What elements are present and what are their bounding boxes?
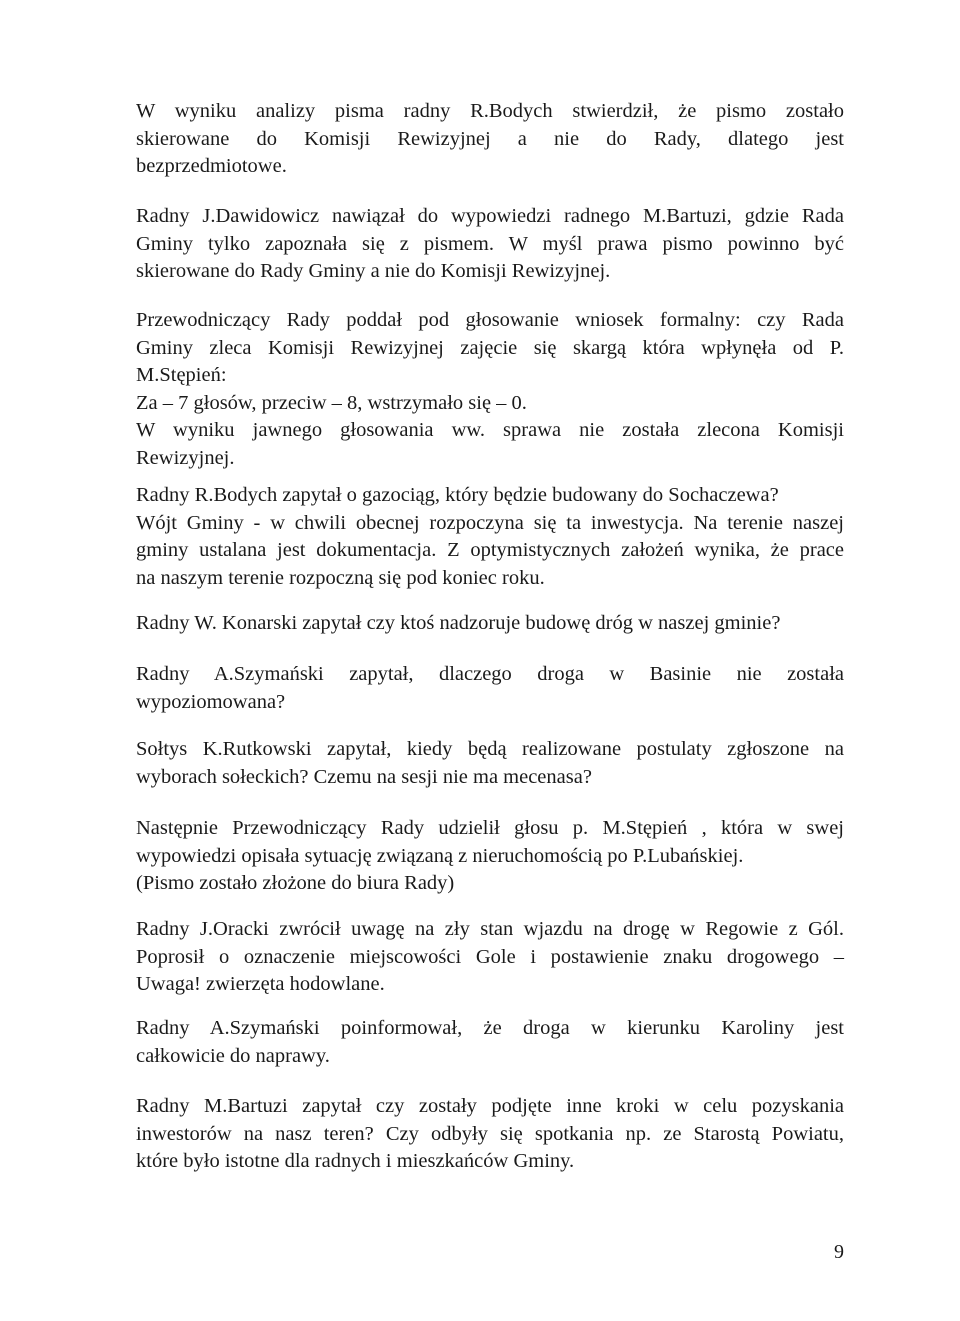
text-line: które było istotne dla radnych i mieszkańców Gminy. (136, 1150, 575, 1172)
text-line: Rewizyjnej. (136, 446, 235, 469)
text-line: skierowane do Komisji Rewizyjnej a nie do Rady, dlatego jest (136, 127, 844, 150)
text-line: Radny A.Szymański poinformował, że droga w kierunku Karoliny jest (136, 1017, 844, 1039)
text-line: wypoziomowana? (136, 690, 286, 713)
text-line: Gminy zleca Komisji Rewizyjnej zajęcie się skargą która wpłynęła od P. (136, 336, 844, 359)
text-line: Radny W. Konarski zapytał czy ktoś nadzoruje budowę dróg w naszej gminie? (136, 612, 781, 634)
text-line: wyborach sołeckich? Czemu na sesji nie ma mecenasa? (136, 765, 592, 788)
text-line: Radny A.Szymański zapytał, dlaczego droga w Basinie nie została (136, 663, 844, 685)
paragraph-vote (136, 307, 844, 472)
paragraph-szymanski-road (136, 661, 844, 716)
paragraph-konarski (136, 610, 844, 638)
text-line: całkowicie do naprawy. (136, 1044, 330, 1067)
paragraph-bartuzi (136, 1093, 844, 1176)
text-line: wypowiedzi opisała sytuację związaną z nieruchomością po P.Lubańskiej. (136, 844, 744, 867)
text-line: skierowane do Rady Gminy a nie do Komisji Rewizyjnej. (136, 260, 611, 282)
paragraph-stepien (136, 815, 844, 898)
text-line: Wójt Gminy - w chwili obecnej rozpoczyna się ta inwestycja. Na terenie naszej (136, 511, 844, 534)
text-line: Radny M.Bartuzi zapytał czy zostały podjęte inne kroki w celu pozyskania (136, 1095, 844, 1117)
text-line: Radny J.Dawidowicz nawiązał do wypowiedzi radnego M.Bartuzi, gdzie Rada (136, 205, 844, 227)
paragraph-rutkowski (136, 736, 844, 791)
vote-result-line: Za – 7 głosów, przeciw – 8, wstrzymało się – 0. (136, 391, 527, 414)
paragraph-szymanski-karoliny (136, 1015, 844, 1070)
text-line: M.Stępień: (136, 364, 227, 386)
paragraph-gas-pipeline (136, 482, 844, 592)
page-number: 9 (834, 1241, 844, 1263)
text-line: gminy ustalana jest dokumentacja. Z optymistycznych założeń wynika, że prace (136, 539, 844, 561)
text-line: bezprzedmiotowe. (136, 155, 287, 177)
text-line: W wyniku jawnego głosowania ww. sprawa nie została zlecona Komisji (136, 419, 844, 441)
text-line: Następnie Przewodniczący Rady udzielił głosu p. M.Stępień , która w swej (136, 817, 844, 839)
text-line: Poprosił o oznaczenie miejscowości Gole i postawienie znaku drogowego – (136, 945, 844, 968)
paragraph-dawidowicz (136, 203, 844, 286)
text-line: (Pismo zostało złożone do biura Rady) (136, 872, 455, 894)
text-line: inwestorów na nasz teren? Czy odbyły się spotkania np. ze Starostą Powiatu, (136, 1122, 844, 1145)
text-line: Przewodniczący Rady poddał pod głosowanie wniosek formalny: czy Rada (136, 309, 844, 331)
text-line: Uwaga! zwierzęta hodowlane. (136, 973, 385, 995)
text-line: na naszym terenie rozpoczną się pod koniec roku. (136, 566, 545, 589)
text-line: Radny J.Oracki zwrócił uwagę na zły stan wjazdu na drogę w Regowie z Gól. (136, 918, 844, 940)
text-line: Gminy tylko zapoznała się z pismem. W myśl prawa pismo powinno być (136, 232, 844, 255)
text-line: W wyniku analizy pisma radny R.Bodych stwierdził, że pismo zostało (136, 100, 844, 122)
text-line: Sołtys K.Rutkowski zapytał, kiedy będą realizowane postulaty zgłoszone na (136, 738, 844, 760)
text-line: Radny R.Bodych zapytał o gazociąg, który będzie budowany do Sochaczewa? (136, 484, 779, 506)
paragraph-oracki (136, 916, 844, 999)
paragraph-bodych-analysis (136, 98, 844, 181)
